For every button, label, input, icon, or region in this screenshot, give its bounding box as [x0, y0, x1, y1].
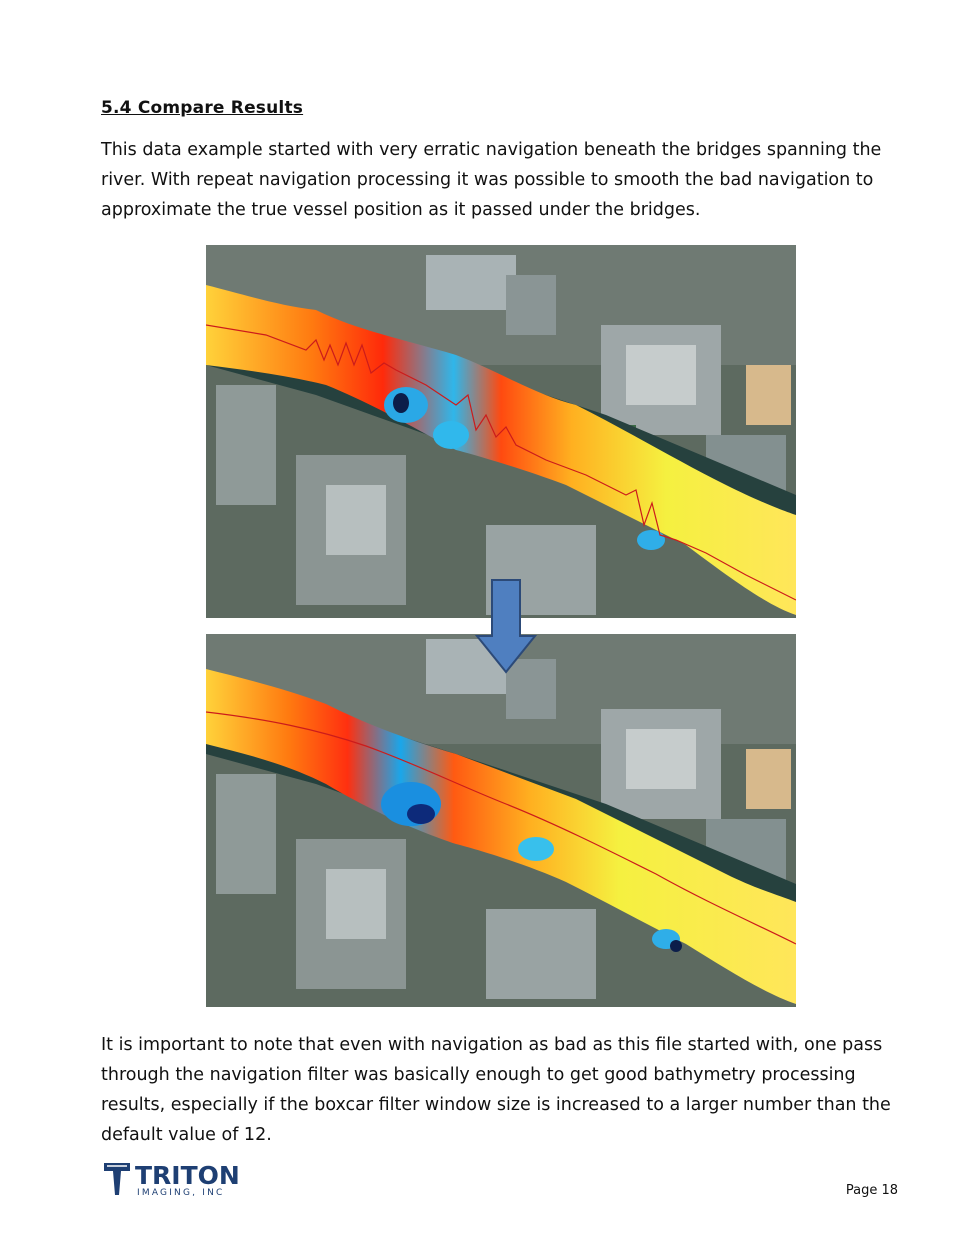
- logo-subtitle: IMAGING, INC: [137, 1188, 225, 1198]
- bathymetry-image-before: [206, 245, 796, 618]
- bathymetry-image-after: [206, 634, 796, 1007]
- down-arrow-icon: [475, 578, 537, 674]
- section-heading: 5.4 Compare Results: [101, 98, 304, 118]
- intro-paragraph: This data example started with very erratic navigation beneath the bridges spanning the river. With repeat navigation processing it was possible to smooth the bad navigation to approximate the true vessel position as it passed under the bridges.: [101, 140, 882, 220]
- logo-wordmark: TRITON: [135, 1161, 240, 1190]
- page-number: Page 18: [845, 1183, 898, 1198]
- conclusion-paragraph: It is important to note that even with navigation as bad as this file started with, one pass through the navigation filter was basically enough to get good bathymetry processing results, especially if the boxcar filter window size is increased to a larger number than the default value of 12.: [101, 1035, 891, 1145]
- triton-mark-icon: [103, 1162, 131, 1196]
- triton-logo: [103, 1160, 240, 1198]
